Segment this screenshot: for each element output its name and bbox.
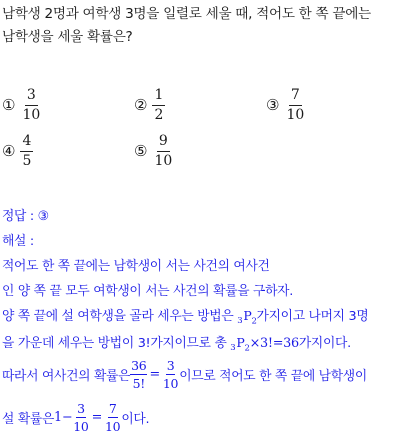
fraction-3-over-10: $\frac{3}{10}$ [162, 358, 179, 392]
option-2-fraction: $\frac{1}{2}$ [154, 87, 164, 123]
option-2[interactable] [134, 88, 165, 122]
option-3[interactable] [266, 88, 306, 122]
explanation-heading: 해설 : [2, 234, 34, 249]
option-4[interactable] [2, 134, 33, 168]
solution-line-2: 인 양 쪽 끝 모두 여학생이 서는 사건의 확률을 구하자. [2, 284, 293, 299]
option-5-fraction: $\frac{9}{10}$ [154, 133, 173, 169]
question-line-2: 남학생을 세울 확률은? [2, 29, 133, 45]
option-1[interactable] [2, 88, 42, 122]
option-1-fraction: $\frac{3}{10}$ [22, 87, 41, 123]
answer: 정답 : ③ [2, 209, 49, 224]
fraction-3-over-10: $\frac{3}{10}$ [73, 401, 89, 435]
fraction-36-over-5-factorial: $\frac{36}{5!}$ [131, 358, 147, 392]
solution-line-3: 양 쪽 끝에 설 여학생을 골라 세우는 방법은 $_3P_2$가지이고 나머지 3명 [2, 308, 369, 327]
option-5-marker: ⑤ [134, 142, 148, 161]
option-3-fraction: $\frac{7}{10}$ [286, 87, 305, 123]
solution-line-4: 을 가운데 세우는 방법이 3!가지이므로 총 $_3P_2\times 3!=36$가지이다. [2, 335, 351, 354]
option-3-marker: ③ [266, 96, 280, 115]
solution-line-1: 적어도 한 쪽 끝에는 남학생이 서는 사건의 여사건 [2, 259, 270, 274]
solution-line-5: 따라서 여사건의 확률은 $\frac{36}{5!}$ = $\frac{3}{10}$ 이므로 적어도 한 쪽 끝에 남학생이 [2, 358, 367, 392]
option-2-marker: ② [134, 96, 148, 115]
permutation-expression: $_3P_2$ [230, 335, 250, 354]
option-4-fraction: $\frac{4}{5}$ [22, 133, 32, 169]
option-4-marker: ④ [2, 142, 16, 161]
fraction-7-over-10: $\frac{7}{10}$ [105, 401, 121, 435]
option-1-marker: ① [2, 96, 16, 115]
solution-line-6: 설 확률은 1− $\frac{3}{10}$ = $\frac{7}{10}$ 이다. [2, 401, 150, 435]
question-line-1: 남학생 2명과 여학생 3명을 일렬로 세울 때, 적어도 한 쪽 끝에는 [2, 6, 371, 22]
option-5[interactable] [134, 134, 174, 168]
permutation-expression: $_3P_2$ [237, 308, 257, 327]
